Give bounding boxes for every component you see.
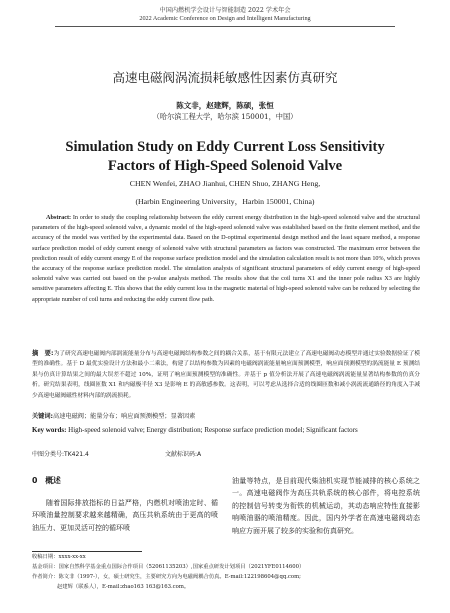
authors-en: CHEN Wenfei, ZHAO Jianhui, CHEN Shuo, ZHANG Heng, xyxy=(129,179,321,188)
abstract-en-text: In order to study the coupling relationship between the eddy current energy distribution in the high-speed solenoid valve and the structural parameters of the high-speed solenoid valve, a dynamic model of the high-speed solenoid valve was established based on the finite element method, and the accuracy of the model was verified by the experimental data. Based on the D-optimal experimental design method and the least square method, a response surface prediction model of eddy current energy of solenoid valve with structural parameters as factors was constructed. The maximum error between the prediction result of eddy current energy E of the response surface prediction model and the simulation calculation result is not more than 10%, which proves the accuracy of the response surface prediction model. The simulation analysis of significant structural parameters of eddy current energy of high-speed solenoid valve was carried out based on the p-value analysis method. The results show that the coil turns X1 and the inner pole radius X3 are highly sensitive parameters affecting E. This shows that the eddy current loss in the magnetic material of high-speed solenoid valve can be reduced by selecting the appropriate number of coil turns and reducing the eddy current flow path. xyxy=(32,214,421,303)
keywords-en-text: High-speed solenoid valve; Energy distribution; Response surface prediction model; Significant factors xyxy=(68,426,358,434)
document-code-label: 文献标识码: xyxy=(165,451,198,458)
authors-cn: 陈文非，赵建辉，陈硕，张恒 xyxy=(176,101,274,110)
classification-label: 中图分类号: xyxy=(32,451,65,458)
document-code xyxy=(165,449,201,458)
footnote-rule xyxy=(32,551,142,552)
abstract-en-label: Abstract: xyxy=(46,214,72,221)
abstract-cn-text: 为了研究高速电磁阀内部涡流能量分布与高速电磁阀结构参数之间的耦合关系，基于有限元法建立了高速电磁阀动态模型并通过实验数据验证了模型的准确性。基于 D 最优实验设计方法和最小二乘法，构建了以结构参数为因素的电磁阀涡流能量响应面预测模型，响应面预测模型的涡流能量 E 预测结果与仿真计算结果之间的最大误差不超过 10%，证明了响应面预测模型的准确性。并基于 p 值分析法开展了高速电磁阀涡流能量显著结构参数的仿真分析。研究结果表明，线圈匝数 X1 和内磁极半径 X3 是影响 E 的高敏感参数。这表明，可以考虑从选择合适的线圈匝数和减小涡流流通路径的角度入手减少高速电磁阀磁性材料内部的涡流损耗。 xyxy=(32,351,420,399)
abstract-cn xyxy=(32,349,420,401)
abstract-cn-label: 摘 要: xyxy=(32,350,54,357)
footnote-author-bio: 作者简介：陈文非（1997-），女，硕士研究生，主要研究方向为电磁阀耦合仿真。E-mail:122198604@qq.com; xyxy=(32,574,301,580)
title-en-line1: Simulation Study on Eddy Current Loss Sensitivity xyxy=(65,139,385,155)
document-code-value: A xyxy=(197,451,202,458)
body-text-left-column: 随着国际排放指标的日益严格，内燃机对喷油定时、循环喷油量控制要求越来越精确，高压共轨系统由于更高的喷油压力、更加灵活可控的循环喷 xyxy=(32,499,218,532)
abstract-en xyxy=(32,213,420,305)
classification-value: TK421.4 xyxy=(64,451,89,458)
header-rule xyxy=(55,26,395,27)
keywords-cn xyxy=(32,412,420,422)
title-cn: 高速电磁阀涡流损耗敏感性因素仿真研究 xyxy=(112,70,338,85)
section-heading: 0 概述 xyxy=(32,476,61,485)
title-en xyxy=(0,138,450,176)
affiliation-en: (Harbin Engineering University，Harbin 150001, China) xyxy=(135,197,315,206)
running-header-cn: 中国内燃机学会设计与智能制造 2022 学术年会 xyxy=(159,7,291,14)
title-en-line2: Factors of High-Speed Solenoid Valve xyxy=(107,158,343,174)
footnote-contact: 赵建辉（联系人），E-mail:zhao163 163@163.com。 xyxy=(57,584,190,590)
classification-number xyxy=(32,449,89,458)
keywords-en xyxy=(32,425,420,435)
body-text-right-column: 油量等特点，是目前现代柴油机实现节能减排的核心系统之一。高速电磁阀作为高压共轨系统的核心部件，将电控系统的控制信号转变为衔铁的机械运动，其动态响应特性直接影响喷油器的喷油精度。因此，国内外学者在高速电磁阀动态响应方面开展了较多的实验和仿真研究。 xyxy=(232,477,420,535)
keywords-cn-text: 高速电磁阀；能量分布；响应面预测模型；显著因素 xyxy=(53,413,196,420)
footnote-funding: 基金项目：国家自然科学基金重点国际合作项目（52061135203）,国家重点研发计划项目（2021YFE0114600） xyxy=(32,564,305,570)
running-header-en: 2022 Academic Conference on Design and Intelligent Manufacturing xyxy=(139,15,311,22)
footnote-received: 收稿日期：xxxx-xx-xx xyxy=(32,554,86,560)
affiliation-cn: （哈尔滨工程大学，哈尔滨 150001，中国） xyxy=(152,112,298,121)
keywords-en-label: Key words: xyxy=(32,426,67,434)
keywords-cn-label: 关键词: xyxy=(32,413,54,420)
